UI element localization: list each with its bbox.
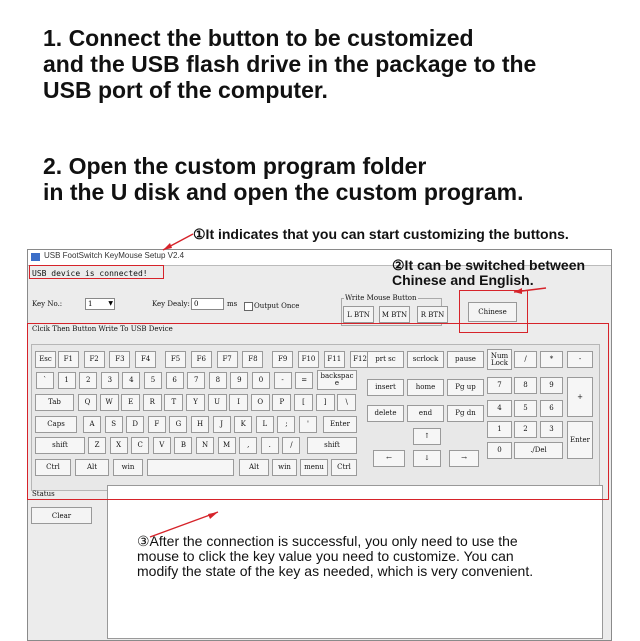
key-row2-1[interactable]: 1 — [58, 372, 76, 389]
key-f9[interactable]: F9 — [272, 351, 293, 368]
arrow-head-2 — [514, 288, 522, 294]
key-row4-10[interactable]: ' — [299, 416, 317, 433]
key-end[interactable]: end — [407, 405, 444, 422]
key-row2-2[interactable]: 2 — [79, 372, 97, 389]
key-row5-0[interactable]: Z — [88, 437, 106, 454]
key-row3-0[interactable]: Q — [78, 394, 97, 411]
key-num-3[interactable]: 3 — [540, 421, 563, 438]
key-row5-4[interactable]: B — [174, 437, 192, 454]
ms-label: ms — [227, 300, 238, 308]
key-row2-6[interactable]: 6 — [166, 372, 184, 389]
key-alt-right[interactable]: Alt — [239, 459, 269, 476]
key-f11[interactable]: F11 — [324, 351, 345, 368]
key-no-label: Key No.: — [32, 300, 63, 308]
write-mouse-label: Write Mouse Button — [345, 294, 417, 302]
status-label: Status — [32, 490, 55, 498]
key-num-slash[interactable]: / — [514, 351, 537, 368]
key-row3-1[interactable]: W — [100, 394, 119, 411]
clear-button[interactable]: Clear — [31, 507, 92, 524]
key-no-value: 1 — [88, 300, 93, 308]
key-row3-6[interactable]: U — [208, 394, 227, 411]
key-row4-4[interactable]: G — [169, 416, 187, 433]
key-pgup[interactable]: Pg up — [447, 379, 484, 396]
key-delete[interactable]: delete — [367, 405, 404, 422]
step-2-text: 2. Open the custom program folder in the U disk and open the custom program. — [43, 153, 524, 205]
middle-button[interactable]: M BTN — [379, 306, 410, 323]
key-insert[interactable]: insert — [367, 379, 404, 396]
key-f6[interactable]: F6 — [191, 351, 212, 368]
key-row3-12[interactable]: \ — [337, 394, 356, 411]
key-row2-0[interactable]: ` — [36, 372, 54, 389]
key-esc[interactable]: Esc — [35, 351, 56, 368]
key-row3-9[interactable]: P — [272, 394, 291, 411]
status-message: USB device is connected! — [32, 269, 148, 278]
key-enter[interactable]: Enter — [323, 416, 357, 433]
key-backspace[interactable]: backspac e — [317, 370, 357, 390]
key-f2[interactable]: F2 — [84, 351, 105, 368]
key-home[interactable]: home — [407, 379, 444, 396]
key-row3-11[interactable]: ] — [316, 394, 335, 411]
key-row2-9[interactable]: 9 — [230, 372, 248, 389]
key-f5[interactable]: F5 — [165, 351, 186, 368]
key-caps[interactable]: Caps — [35, 416, 77, 433]
language-button[interactable]: Chinese — [468, 302, 517, 322]
key-num-enter[interactable]: Enter — [567, 421, 593, 459]
key-row3-3[interactable]: R — [143, 394, 162, 411]
key-win-right[interactable]: win — [272, 459, 297, 476]
arrow-head-3 — [208, 512, 218, 519]
key-row4-2[interactable]: D — [126, 416, 144, 433]
key-pgdn[interactable]: Pg dn — [447, 405, 484, 422]
key-num-star[interactable]: * — [540, 351, 563, 368]
chevron-down-icon: ▼ — [108, 300, 113, 307]
key-num-6[interactable]: 6 — [540, 400, 563, 417]
key-row2-5[interactable]: 5 — [144, 372, 162, 389]
key-arrow-right[interactable]: → — [449, 450, 479, 467]
key-f10[interactable]: F10 — [298, 351, 319, 368]
key-row3-8[interactable]: O — [251, 394, 270, 411]
key-scrlock[interactable]: scrlock — [407, 351, 444, 368]
key-row2-11[interactable]: - — [274, 372, 292, 389]
step-1-text: 1. Connect the button to be customized and the USB flash drive in the package to the USB port of the computer. — [43, 25, 537, 103]
key-row5-5[interactable]: N — [196, 437, 214, 454]
key-arrow-left[interactable]: ← — [373, 450, 405, 467]
right-button[interactable]: R BTN — [417, 306, 448, 323]
key-row2-8[interactable]: 8 — [209, 372, 227, 389]
key-row2-12[interactable]: = — [295, 372, 313, 389]
key-num-8[interactable]: 8 — [514, 377, 537, 394]
key-win-left[interactable]: win — [113, 459, 143, 476]
window-title: USB FootSwitch KeyMouse Setup V2.4 — [44, 251, 185, 260]
key-f3[interactable]: F3 — [109, 351, 130, 368]
key-num-4[interactable]: 4 — [487, 400, 512, 417]
key-row4-0[interactable]: A — [83, 416, 101, 433]
key-menu[interactable]: menu — [300, 459, 328, 476]
key-row3-4[interactable]: T — [164, 394, 183, 411]
key-row3-2[interactable]: E — [121, 394, 140, 411]
key-f4[interactable]: F4 — [135, 351, 156, 368]
key-arrow-down[interactable]: ↓ — [413, 450, 441, 467]
key-num-0[interactable]: 0 — [487, 442, 512, 459]
key-row4-1[interactable]: S — [105, 416, 123, 433]
key-row2-4[interactable]: 4 — [122, 372, 140, 389]
key-num-minus[interactable]: - — [567, 351, 593, 368]
key-row4-5[interactable]: H — [191, 416, 209, 433]
key-row5-3[interactable]: V — [153, 437, 171, 454]
arrow-head-1 — [163, 243, 172, 250]
key-row5-7[interactable]: , — [239, 437, 257, 454]
key-num-del[interactable]: ./Del — [514, 442, 563, 459]
key-num-plus[interactable]: + — [567, 377, 593, 417]
key-alt-left[interactable]: Alt — [75, 459, 109, 476]
output-once-label: Output Once — [254, 302, 300, 310]
key-row3-5[interactable]: Y — [186, 394, 205, 411]
key-num-2[interactable]: 2 — [514, 421, 537, 438]
left-button[interactable]: L BTN — [343, 306, 374, 323]
key-row4-3[interactable]: F — [148, 416, 166, 433]
key-ctrl-left[interactable]: Ctrl — [35, 459, 71, 476]
key-row5-6[interactable]: M — [218, 437, 236, 454]
key-row5-8[interactable]: . — [261, 437, 279, 454]
key-row4-6[interactable]: J — [213, 416, 231, 433]
key-f7[interactable]: F7 — [217, 351, 238, 368]
key-numlock[interactable]: Num Lock — [487, 349, 512, 370]
key-num-7[interactable]: 7 — [487, 377, 512, 394]
key-num-5[interactable]: 5 — [514, 400, 537, 417]
key-num-1[interactable]: 1 — [487, 421, 512, 438]
key-f12[interactable]: F12 — [350, 351, 371, 368]
key-row5-9[interactable]: / — [282, 437, 300, 454]
key-arrow-up[interactable]: ↑ — [413, 428, 441, 445]
key-row2-3[interactable]: 3 — [101, 372, 119, 389]
key-row5-1[interactable]: X — [110, 437, 128, 454]
annotation-3: ③After the connection is successful, you only need to use the mouse to click the key value you need to customize. You can modify the state of the key as needed, which is very convenient. — [137, 533, 534, 579]
annotation-2: ②It can be switched between Chinese and English. — [392, 257, 586, 288]
key-tab[interactable]: Tab — [35, 394, 74, 411]
key-row4-9[interactable]: ; — [277, 416, 295, 433]
key-f8[interactable]: F8 — [242, 351, 263, 368]
key-row2-7[interactable]: 7 — [187, 372, 205, 389]
key-ctrl-right[interactable]: Ctrl — [331, 459, 357, 476]
key-row2-10[interactable]: 0 — [252, 372, 270, 389]
key-shift-left[interactable]: shift — [35, 437, 85, 454]
key-num-9[interactable]: 9 — [540, 377, 563, 394]
key-prtsc[interactable]: prt sc — [367, 351, 404, 368]
key-row3-10[interactable]: [ — [294, 394, 313, 411]
key-f1[interactable]: F1 — [58, 351, 79, 368]
key-row4-8[interactable]: L — [256, 416, 274, 433]
click-instruction-label: Clcik Then Button Write To USB Device — [32, 325, 173, 333]
key-row3-7[interactable]: I — [229, 394, 248, 411]
annotation-1: ①It indicates that you can start customizing the buttons. — [193, 226, 569, 242]
key-shift-right[interactable]: shift — [307, 437, 357, 454]
key-row4-7[interactable]: K — [234, 416, 252, 433]
key-dealy-label: Key Dealy: — [152, 300, 190, 308]
key-row5-2[interactable]: C — [131, 437, 149, 454]
key-dealy-input[interactable]: 0 — [191, 298, 224, 310]
key-pause[interactable]: pause — [447, 351, 484, 368]
